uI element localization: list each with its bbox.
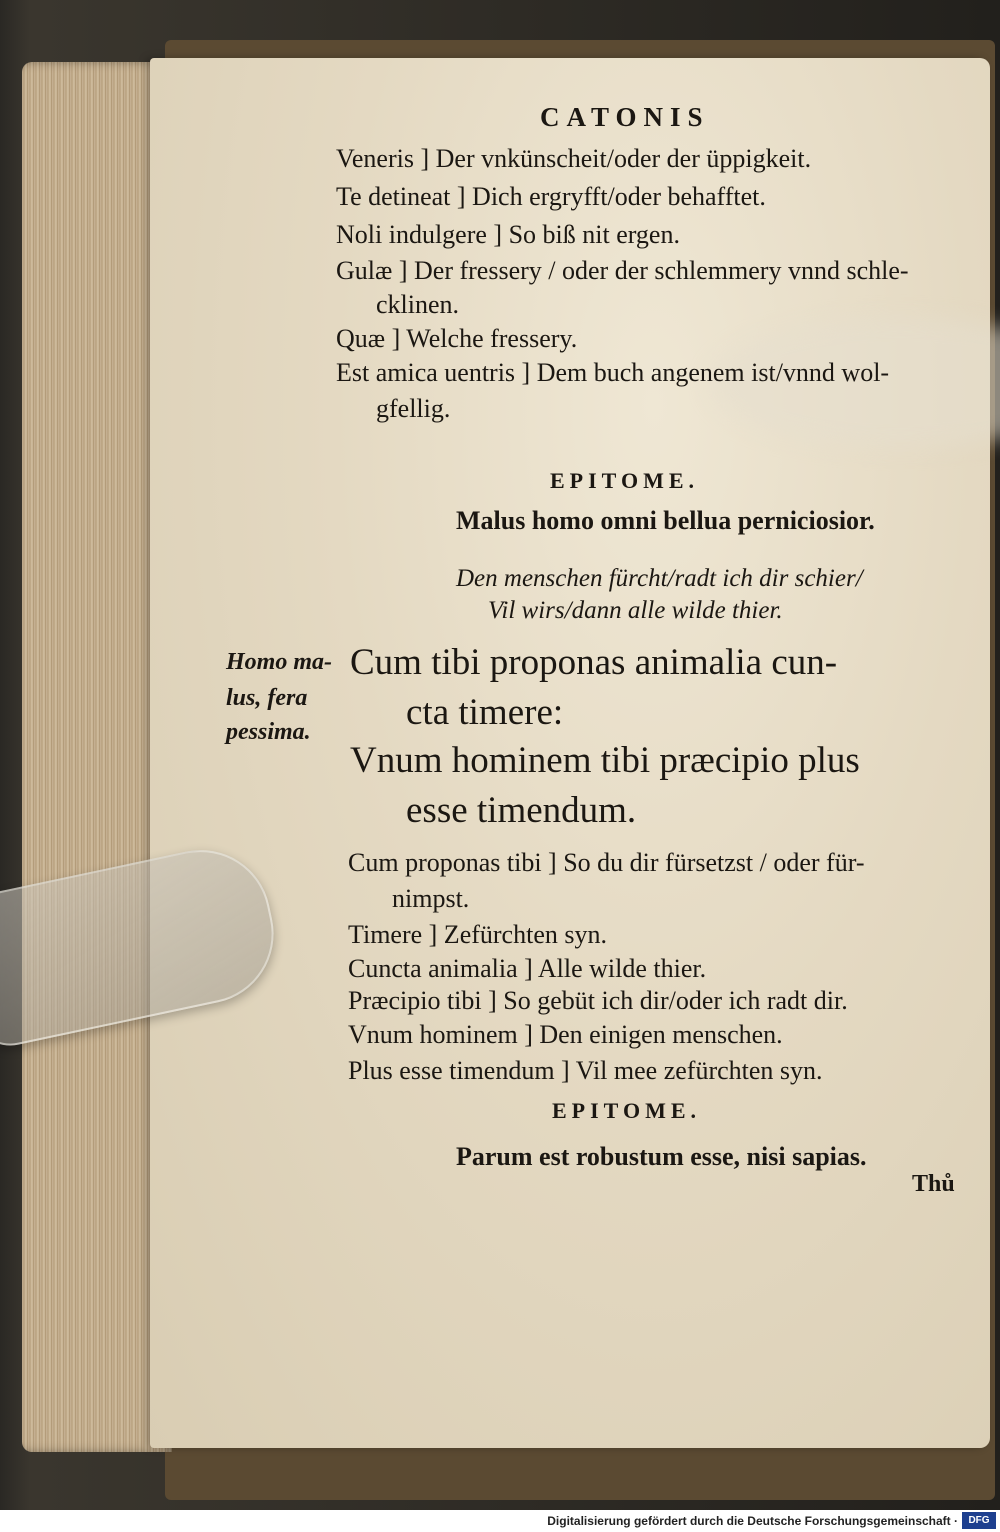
gloss-line: Cuncta animalia ] Alle wilde thier. bbox=[348, 954, 707, 983]
margin-note-line: pessima. bbox=[226, 719, 311, 745]
gloss-line: Vnum hominem ] Den einigen menschen. bbox=[348, 1020, 783, 1049]
gloss-line: Noli indulgere ] So biß nit ergen. bbox=[336, 220, 680, 249]
dfg-logo: DFG bbox=[962, 1512, 996, 1529]
gloss-line: Est amica uentris ] Dem buch angenem ist/vnnd wol- bbox=[336, 358, 890, 387]
verse-line: Vnum hominem tibi præcipio plus bbox=[350, 740, 860, 781]
margin-note-line: lus, fera bbox=[226, 685, 308, 711]
verse-line: esse timendum. bbox=[406, 790, 637, 831]
gloss-line: Cum proponas tibi ] So du dir fürsetzst / oder für- bbox=[348, 848, 865, 877]
gloss-line: Te detineat ] Dich ergryfft/oder behafftet. bbox=[336, 182, 766, 211]
epitome-heading: EPITOME. bbox=[550, 468, 700, 493]
epitome-sentence: Malus homo omni bellua perniciosior. bbox=[456, 506, 875, 535]
gloss-line-continued: gfellig. bbox=[376, 394, 451, 423]
footer-bar bbox=[0, 1510, 1000, 1532]
verse-line: cta timere: bbox=[406, 692, 564, 733]
gloss-line: Plus esse timendum ] Vil mee zefürchten syn. bbox=[348, 1056, 823, 1085]
margin-note-line: Homo ma- bbox=[226, 649, 332, 675]
gloss-line: Præcipio tibi ] So gebüt ich dir/oder ich radt dir. bbox=[348, 986, 848, 1015]
gloss-line: Veneris ] Der vnkünscheit/oder der üppigkeit. bbox=[336, 144, 812, 173]
epitome-motto-line: Vil wirs/dann alle wilde thier. bbox=[488, 597, 783, 624]
gloss-line: Gulæ ] Der fressery / oder der schlemmery vnnd schle- bbox=[336, 256, 909, 285]
epitome-sentence: Parum est robustum esse, nisi sapias. bbox=[456, 1142, 867, 1171]
running-header: CATONIS bbox=[540, 102, 710, 132]
gloss-line: Timere ] Zefürchten syn. bbox=[348, 920, 607, 949]
verse-line: Cum tibi proponas animalia cun- bbox=[350, 642, 838, 683]
epitome-heading: EPITOME. bbox=[552, 1098, 702, 1123]
gloss-line-continued: nimpst. bbox=[392, 884, 470, 913]
gloss-line: Quæ ] Welche fressery. bbox=[336, 324, 578, 353]
epitome-motto-line: Den menschen fürcht/radt ich dir schier/ bbox=[456, 565, 863, 592]
funding-credit: Digitalisierung gefördert durch die Deutsche Forschungsgemeinschaft · bbox=[547, 1514, 958, 1528]
gloss-line-continued: cklinen. bbox=[376, 290, 460, 319]
catchword: Thů bbox=[912, 1171, 955, 1197]
